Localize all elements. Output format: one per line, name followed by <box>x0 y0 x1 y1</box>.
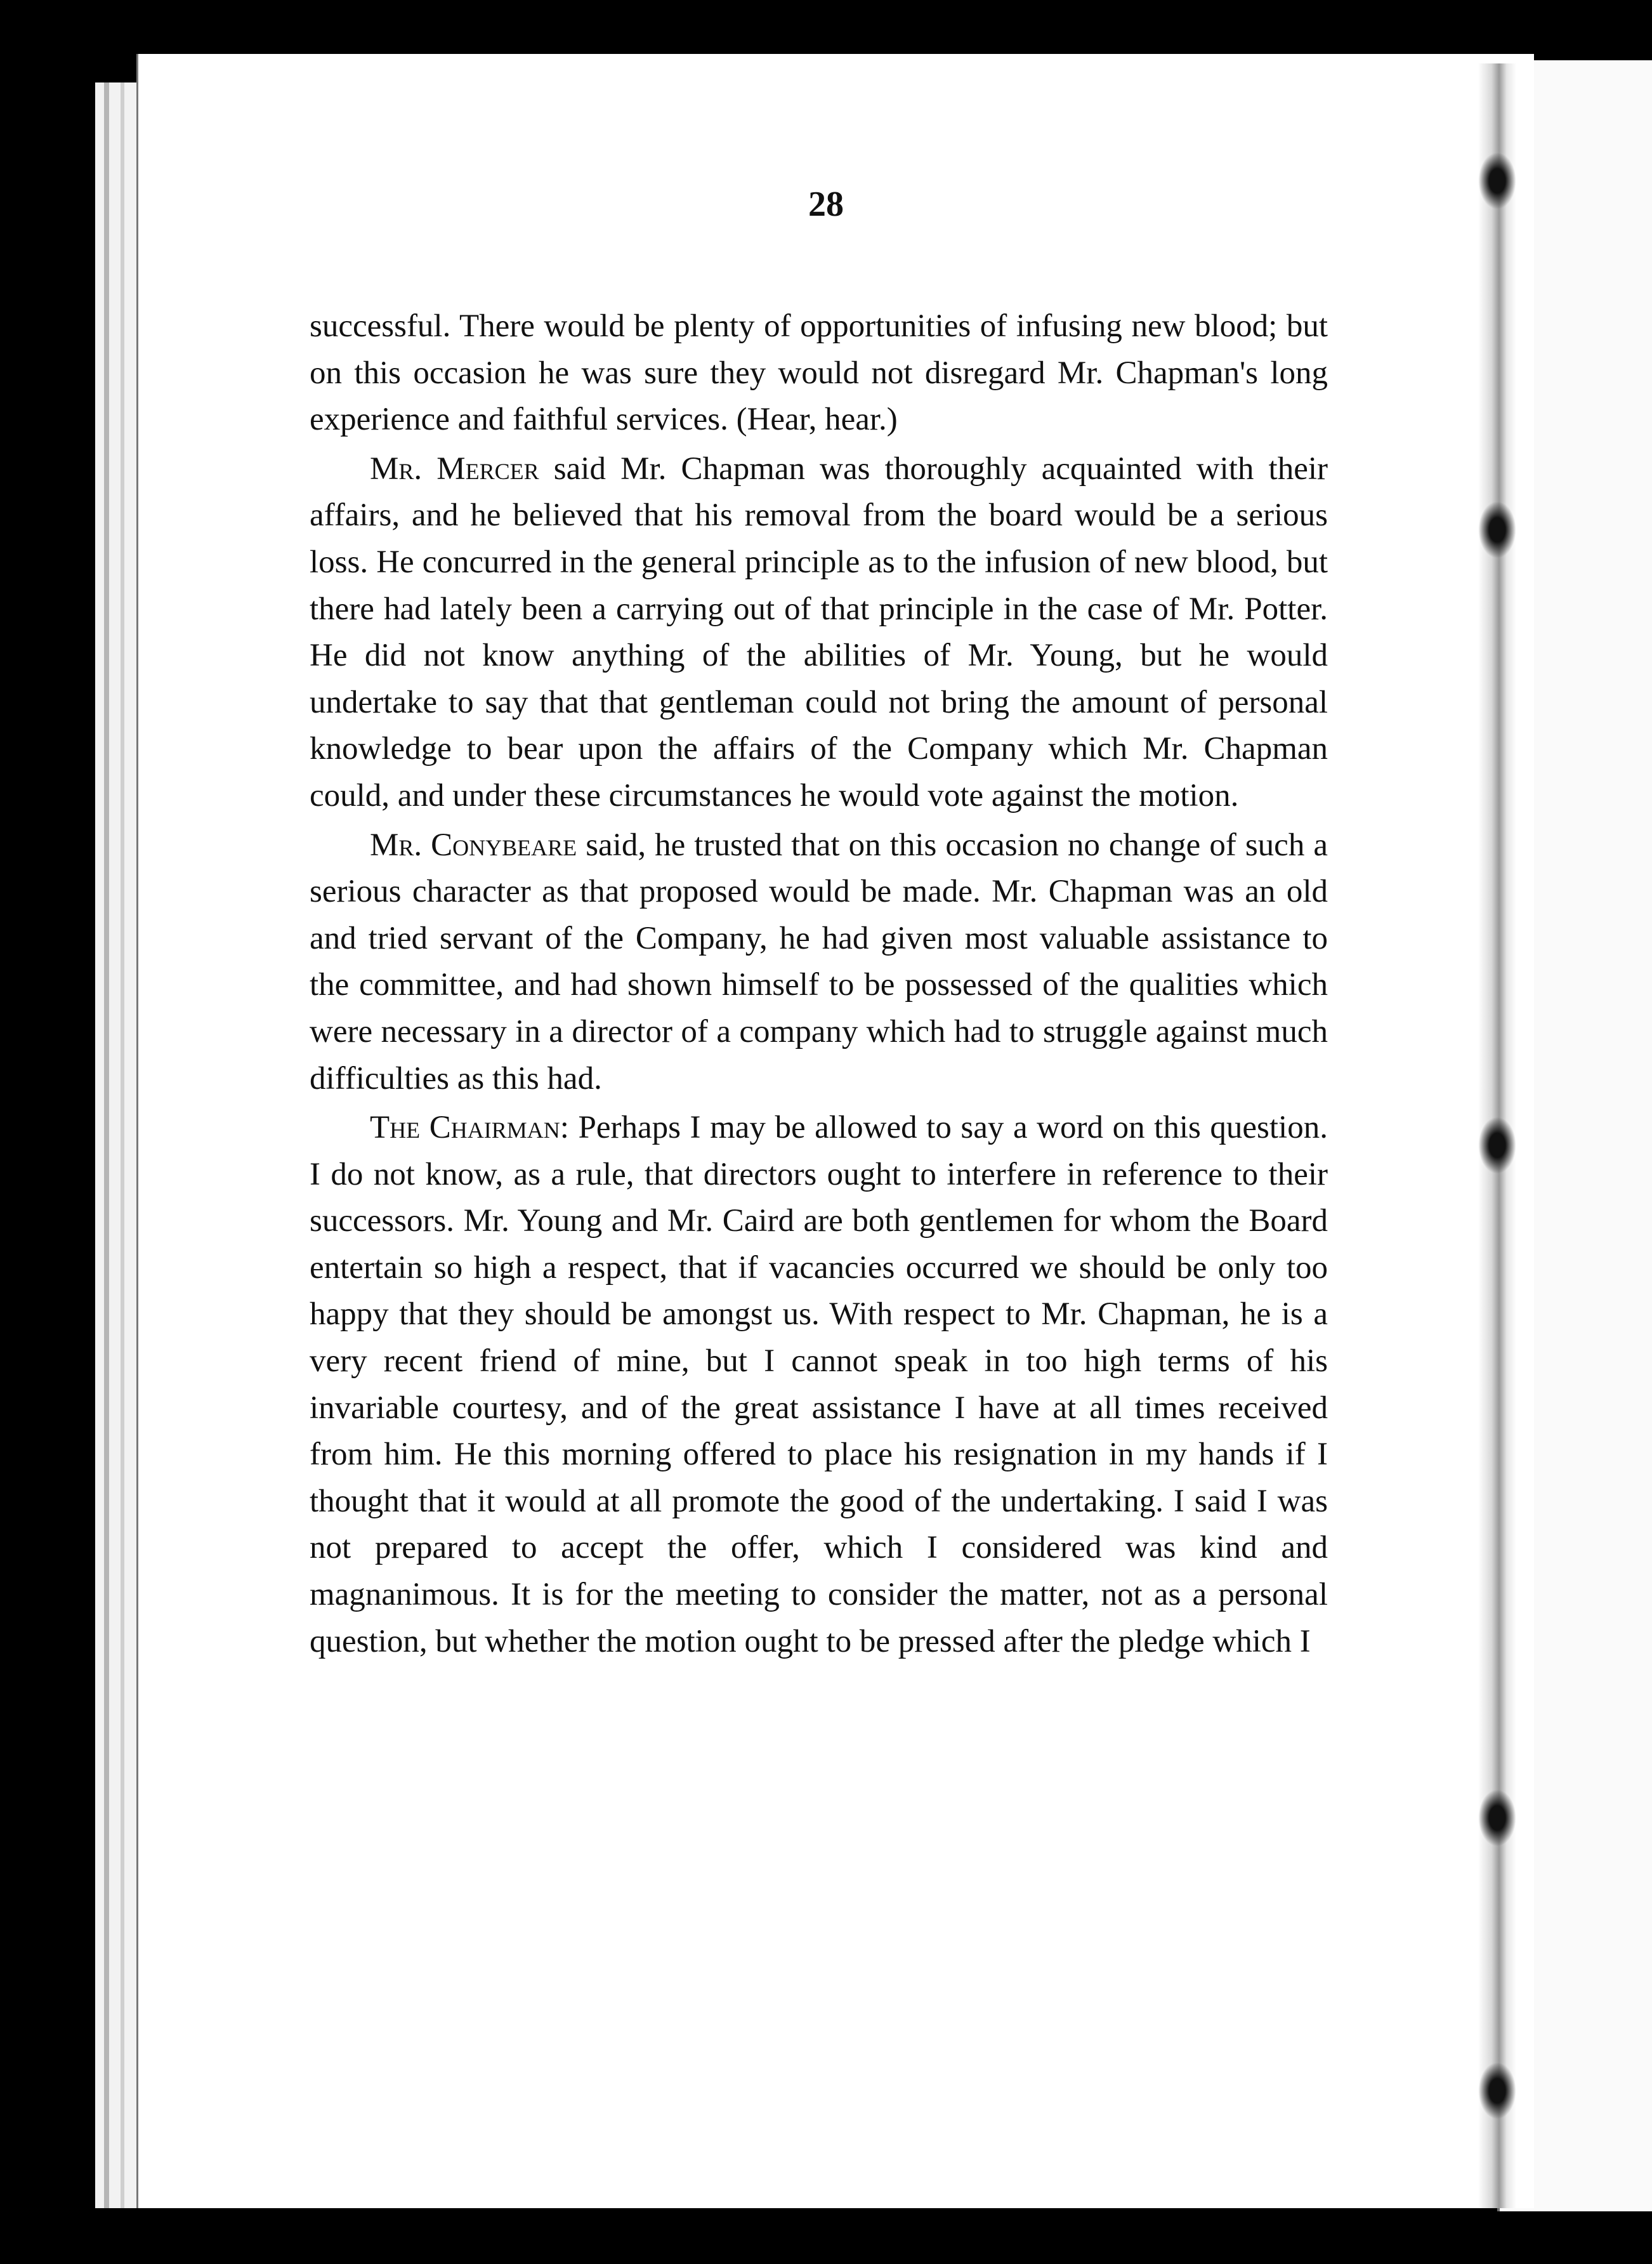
paragraph <box>310 446 1328 820</box>
paragraph-text: said Mr. Chapman was thoroughly acquainted with their affairs, and he believed that his removal from the board would be a serious loss. He concurred in the general principle as to the infusion of new blood, but there had lately been a carrying out of that principle in the case of Mr. Potter. He did not know anything of the abilities of Mr. Young, but he would undertake to say that that gentleman could not bring the amount of personal knowledge to bear upon the affairs of the Company which Mr. Chapman could, and under these circumstances he would vote against the motion. <box>310 451 1328 813</box>
binding-stitch <box>1478 501 1516 558</box>
paragraph-text: said, he trusted that on this occasion no change of such a serious character as that proposed would be made. Mr. Chapman was an old and tried servant of the Company, he had given most valuable assistance to the committee, and had shown himself to be possessed of the qualities which were necessary in a director of a company which had to struggle against much difficulties as this had. <box>310 827 1328 1096</box>
page-number: 28 <box>808 185 844 224</box>
paragraph <box>310 303 1328 444</box>
paragraph-text: : Perhaps I may be allowed to say a word on this question. I do not know, as a rule, that directors ought to interfere in reference to their successors. Mr. Young and Mr. Caird are both gentlemen for whom the Board entertain so high a respect, that if vacancies occurred we should be only too happy that they should be amongst us. With respect to Mr. Chapman, he is a very recent friend of mine, but I cannot speak in too high terms of his invariable courtesy, and of the great assistance I have at all times received from him. He this morning offered to place his resignation in my hands if I thought that it would at all promote the good of the undertaking. I said I was not prepared to accept the offer, which I considered was kind and magnanimous. It is for the meeting to consider the matter, not as a personal question, but whether the motion ought to be pressed after the pledge which I <box>310 1110 1328 1659</box>
paragraph <box>310 1105 1328 1665</box>
binding-stitch <box>1478 2062 1516 2119</box>
speaker-name: Mr. Mercer <box>370 451 539 487</box>
paragraph <box>310 822 1328 1103</box>
binding-stitch <box>1478 1789 1516 1846</box>
body-text <box>310 303 1328 1668</box>
speaker-name: Mr. Conybeare <box>370 827 577 863</box>
paragraph-text: successful. There would be plenty of opportunities of infusing new blood; but on this occasion he was sure they would not disregard Mr. Chapman's long experience and faithful services. (Hear, hear.) <box>310 308 1328 438</box>
speaker-name: The Chairman <box>370 1110 560 1146</box>
binding-stitch <box>1478 1117 1516 1174</box>
